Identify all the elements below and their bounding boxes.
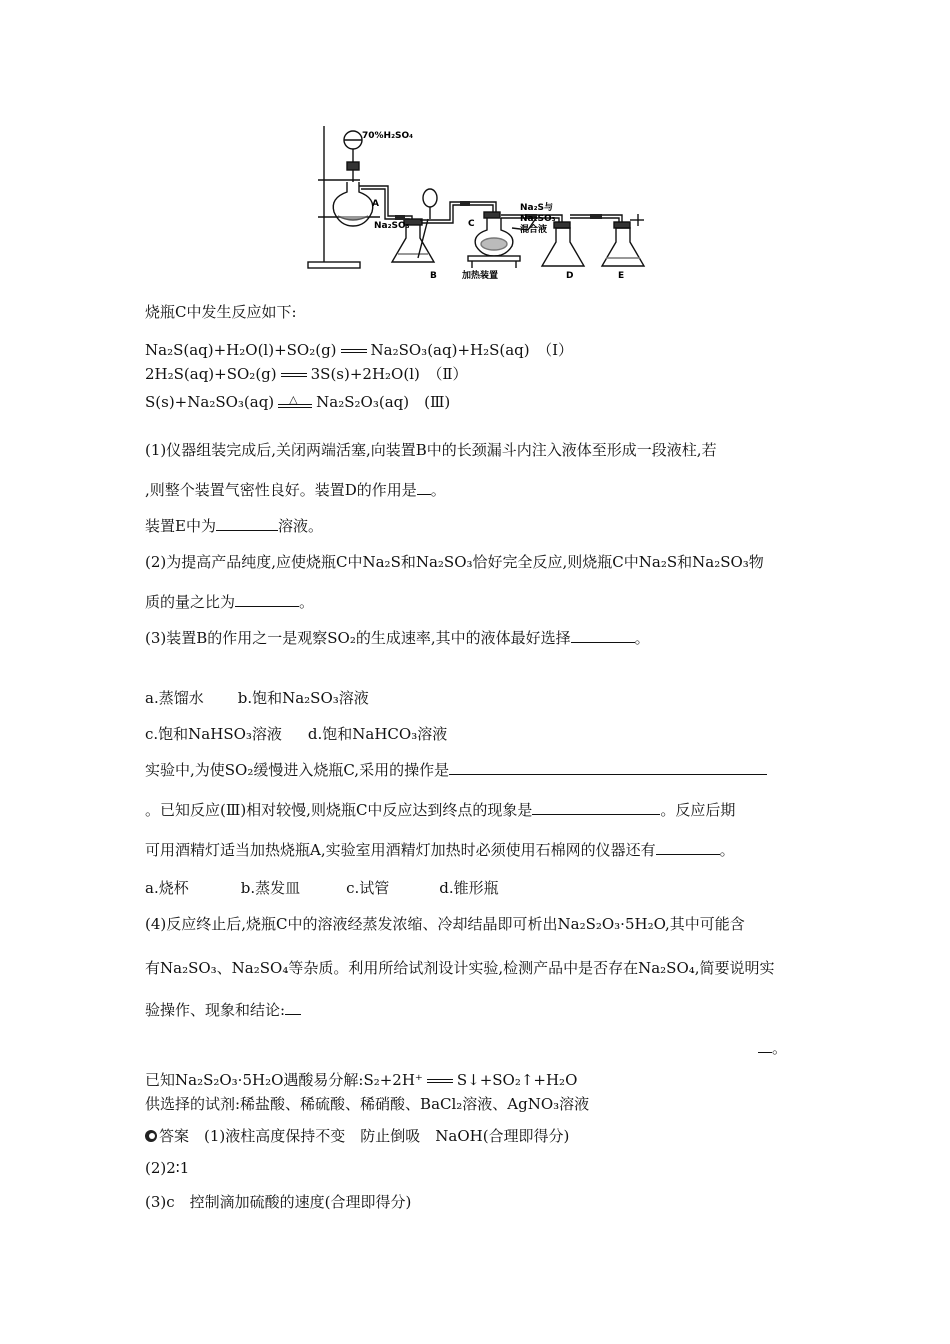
question-4-line3: 验操作、现象和结论:: [145, 1000, 301, 1020]
answer-blank: [532, 800, 660, 815]
label-flask-e: E: [618, 271, 625, 281]
instrument-a: a.烧杯: [145, 879, 189, 897]
answer-blank: [656, 840, 720, 855]
answer-line-1: 答案 (1)液柱高度保持不变 防止倒吸 NaOH(合理即得分): [145, 1126, 569, 1146]
equation-1-left: Na₂S(aq)+H₂O(l)+SO₂(g): [145, 341, 337, 359]
instrument-d: d.锥形瓶: [439, 879, 499, 897]
equals-arrow: [281, 373, 307, 377]
equals-arrow: [427, 1079, 453, 1083]
label-na2so3: Na₂SO₃: [374, 221, 410, 231]
known-decomposition: 已知Na₂S₂O₃·5H₂O遇酸易分解:S₂+2H⁺ S↓+SO₂↑+H₂O: [145, 1071, 578, 1089]
answer-blank: [571, 628, 635, 643]
question-3-line4: 可用酒精灯适当加热烧瓶A,实验室用酒精灯加热时必须使用石棉网的仪器还有 。: [145, 841, 735, 859]
label-heating-device: 加热装置: [462, 271, 499, 281]
label-flask-d: D: [566, 271, 574, 281]
answer-line-3: (3)c 控制滴加硫酸的速度(合理即得分): [145, 1193, 412, 1211]
question-3-line1: (3)装置B的作用之一是观察SO₂的生成速率,其中的液体最好选择 。: [145, 629, 650, 647]
reagent-list: 供选择的试剂:稀盐酸、稀硫酸、稀硝酸、BaCl₂溶液、AgNO₃溶液: [145, 1095, 590, 1113]
apparatus-diagram: [300, 120, 650, 285]
answer-line-2: (2)2∶1: [145, 1159, 190, 1177]
heat-symbol: △: [289, 393, 298, 406]
equation-3: [145, 392, 450, 412]
answer-icon: [145, 1130, 157, 1142]
answer-blank: [285, 1000, 301, 1015]
option-d: d.饱和NaHCO₃溶液: [307, 725, 448, 743]
answer-blank: [758, 1038, 772, 1053]
question-2-line1: (2)为提高产品纯度,应使烧瓶C中Na₂S和Na₂SO₃恰好完全反应,则烧瓶C中Na₂S和Na₂SO₃物: [145, 553, 764, 571]
question-3-line3: 。已知反应(Ⅲ)相对较慢,则烧瓶C中反应达到终点的现象是 。反应后期: [145, 801, 736, 819]
question-4-line4: 。: [758, 1038, 787, 1058]
label-acid: 70%H₂SO₄: [362, 131, 414, 141]
equation-2: [145, 364, 468, 384]
option-a: a.蒸馏水: [145, 689, 204, 707]
label-flask-c: C: [468, 219, 475, 229]
heat-arrow: [278, 393, 312, 410]
label-flask-a: A: [372, 199, 379, 209]
equation-1: [145, 340, 573, 360]
answer-blank: [417, 480, 431, 495]
equation-2-left: 2H₂S(aq)+SO₂(g): [145, 365, 277, 383]
question-1-line1: (1)仪器组装完成后,关闭两端活塞,向装置B中的长颈漏斗内注入液体至形成一段液柱,若: [145, 441, 717, 459]
equals-arrow: [341, 349, 367, 353]
option-c: c.饱和NaHSO₃溶液: [145, 725, 282, 743]
label-mixture-line1: Na₂S与: [520, 203, 554, 213]
equation-3-left: S(s)+Na₂SO₃(aq): [145, 393, 275, 411]
question-4-line1: (4)反应终止后,烧瓶C中的溶液经蒸发浓缩、冷却结晶即可析出Na₂S₂O₃·5H₂O,其中可能含: [145, 915, 745, 933]
answer-blank: [216, 516, 278, 531]
instrument-b: b.蒸发皿: [240, 879, 301, 897]
option-b: b.饱和Na₂SO₃溶液: [237, 689, 369, 707]
question-1-line3: 装置E中为 溶液。: [145, 517, 323, 535]
label-mixture-line2: Na₂SO₃: [520, 214, 556, 224]
question-3-line2: 实验中,为使SO₂缓慢进入烧瓶C,采用的操作是: [145, 760, 767, 780]
question-1-line2: ,则整个装置气密性良好。装置D的作用是 。: [145, 481, 446, 499]
equation-2-right: 3S(s)+2H₂O(l) （Ⅱ）: [310, 365, 468, 383]
label-mixture-line3: 混合液: [520, 225, 548, 235]
instrument-c: c.试管: [346, 879, 390, 897]
answer-blank: [235, 592, 299, 607]
equation-3-right: Na₂S₂O₃(aq) (Ⅲ): [316, 393, 451, 411]
equation-1-right: Na₂SO₃(aq)+H₂S(aq) （Ⅰ）: [370, 341, 574, 359]
intro-text: 烧瓶C中发生反应如下:: [145, 303, 297, 321]
option-row-2: [145, 724, 447, 744]
question-2-line2: 质的量之比为 。: [145, 593, 315, 611]
answer-blank: [449, 760, 767, 775]
instrument-options: [145, 878, 499, 898]
question-4-line2: 有Na₂SO₃、Na₂SO₄等杂质。利用所给试剂设计实验,检测产品中是否存在Na₂SO₄,简要说明实: [145, 959, 775, 977]
option-row-1: [145, 688, 369, 708]
label-flask-b: B: [430, 271, 437, 281]
